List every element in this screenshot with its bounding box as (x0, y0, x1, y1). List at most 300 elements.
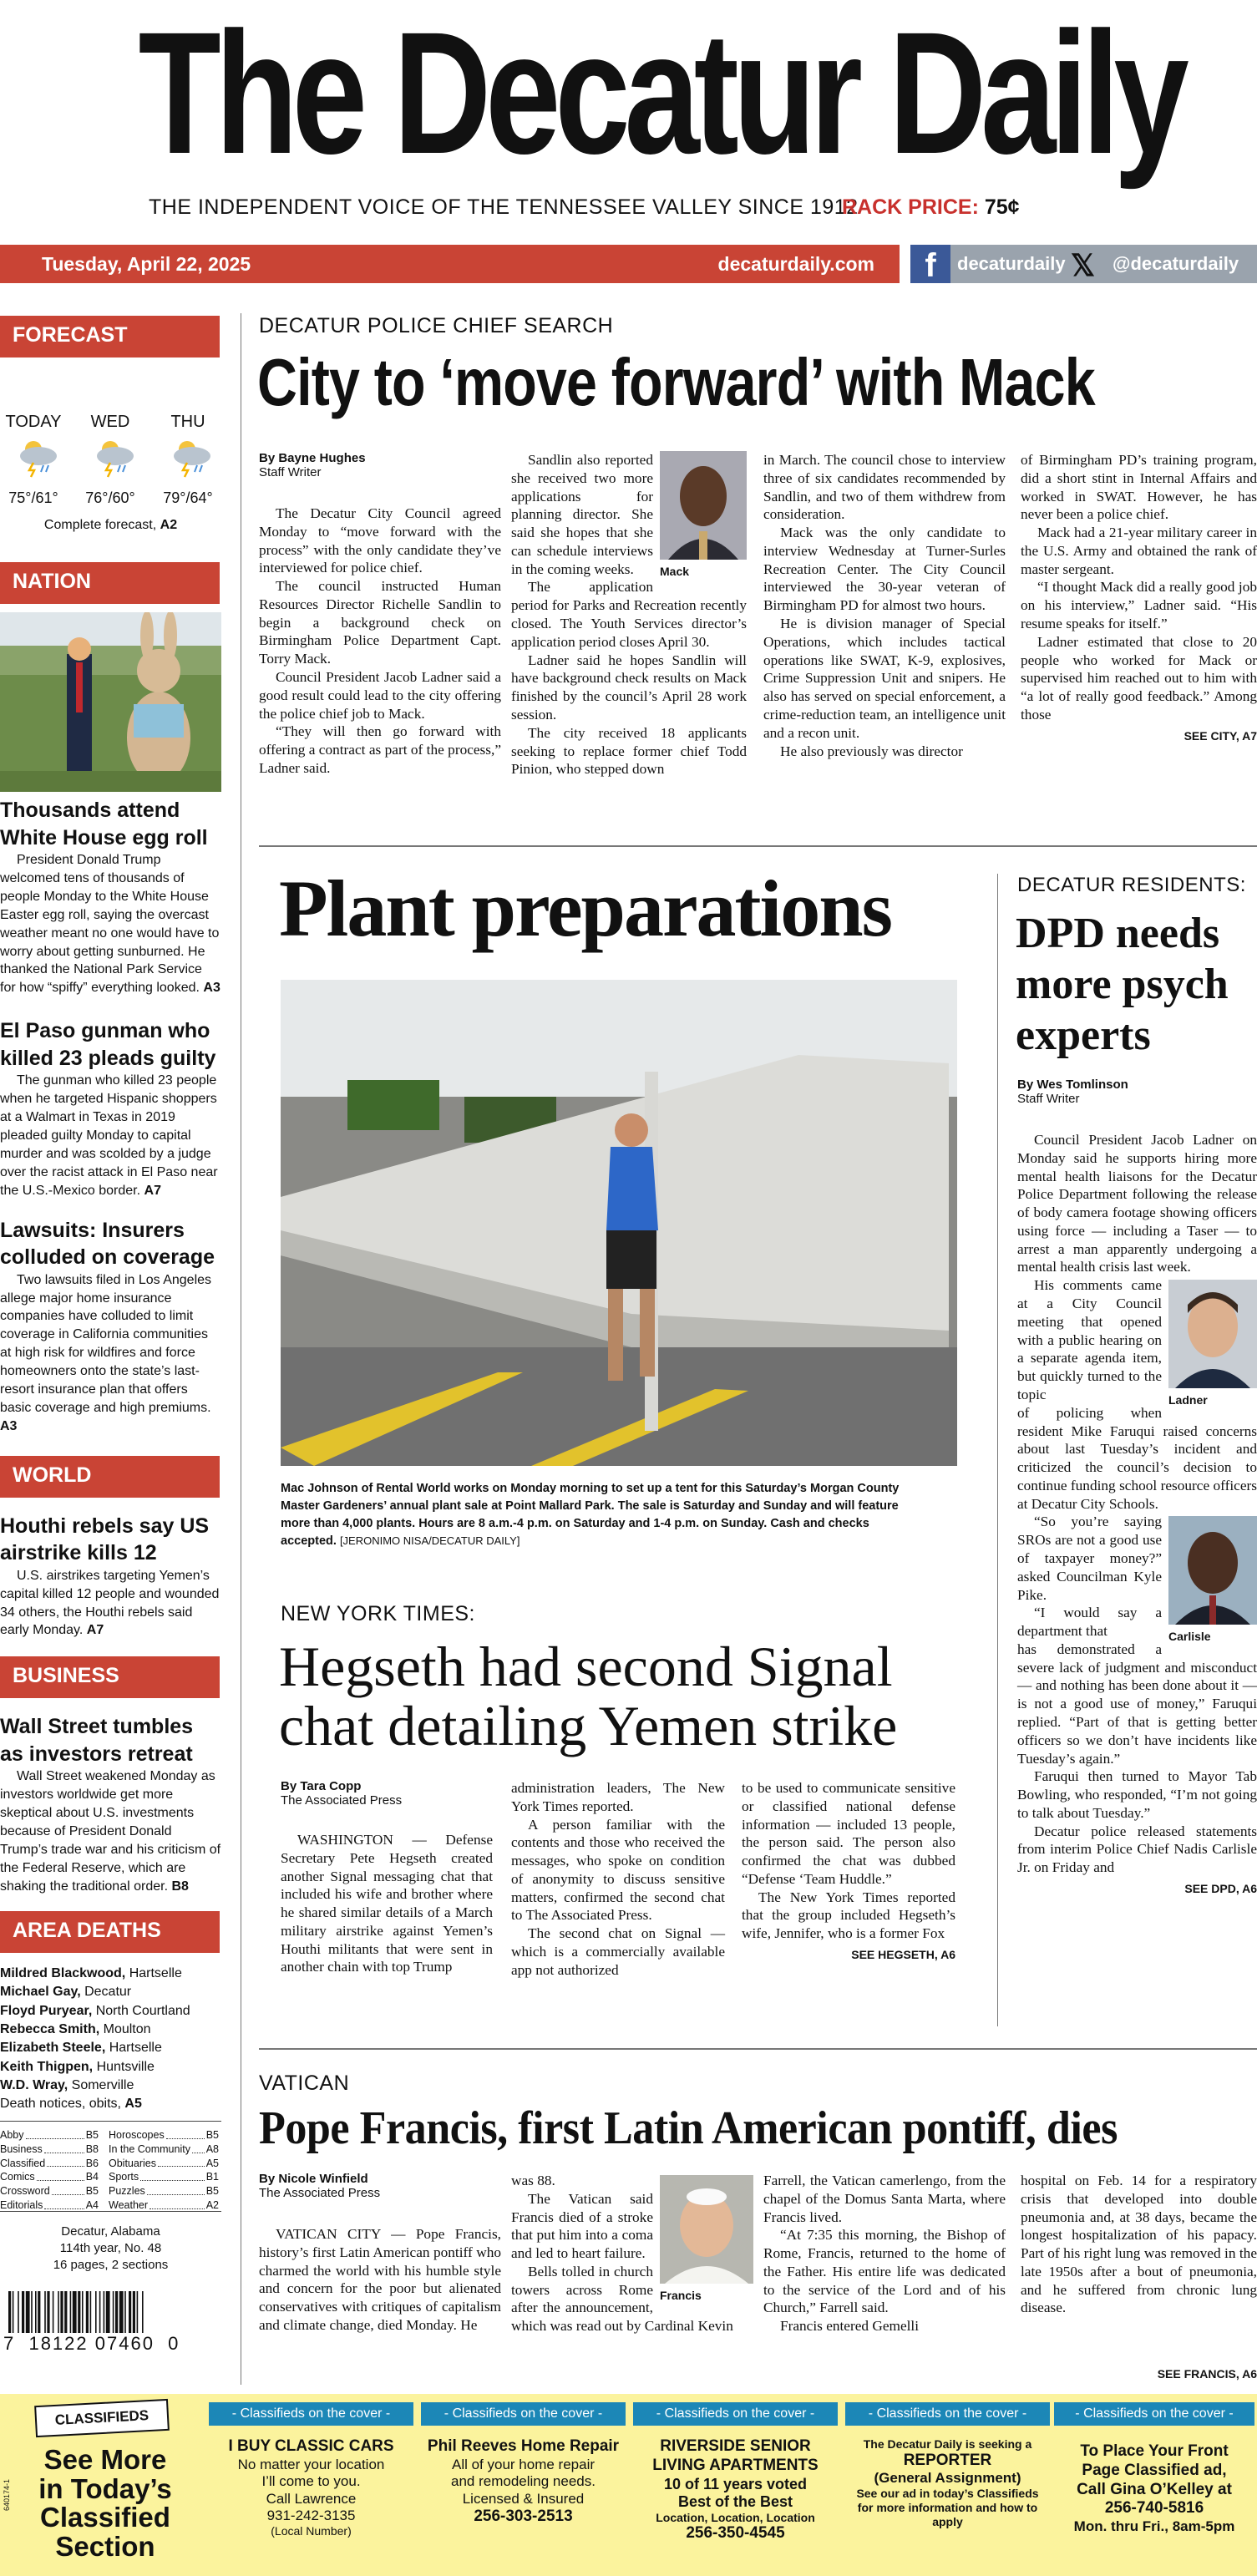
index-section: Horoscopes (109, 2128, 165, 2141)
barcode-bar (26, 2291, 30, 2333)
paragraph: hospital on Feb. 14 for a respiratory crisis that developed into double pneumonia and, at 38 days, became the longest hospitalization of his papacy. Part of his right lung was removed in the late 1950s after a bout of pneumonia, and he suffered from chronic lung disease. (1021, 2173, 1257, 2316)
index-section: Puzzles (109, 2185, 145, 2198)
paragraph: administration leaders, The New York Times reported. (511, 1780, 725, 1814)
barcode-bar (78, 2291, 80, 2333)
classified-card[interactable] (633, 2402, 838, 2569)
barcode-bar (99, 2291, 101, 2333)
barcode-bar (95, 2291, 97, 2333)
forecast-temp: 75°/61° (8, 489, 58, 506)
forecast-temp: 76°/60° (85, 489, 135, 506)
barcode-bar (129, 2291, 131, 2333)
barcode-bar (90, 2291, 92, 2333)
card-line: No matter your location (237, 2456, 385, 2472)
edition-info (0, 2211, 221, 2274)
nation-brief (0, 1017, 221, 1199)
paragraph: The second chat on Signal — which is a commercially available app not authorized (511, 1925, 725, 1978)
paragraph: Faruqui then turned to Mayor Tab Bowling, who responded, “I’m not going to talk about Tuesday.” (1017, 1768, 1257, 1821)
index-row[interactable] (0, 2142, 99, 2157)
death-entry (0, 2058, 221, 2077)
left-sidebar (0, 316, 221, 2355)
ladner-photo (1168, 1280, 1257, 1407)
index-leader (44, 2198, 84, 2209)
paragraph: He is division manager of Special Operations, which includes tactical operations like SWAT, K-9, explosives, Crime Suppression Unit and snipers. He also has served on special enforcement, a crime-reduction team, an intelligence unit and a recon unit. (763, 616, 1006, 741)
forecast-day: THU (170, 413, 205, 431)
paragraph: “At 7:35 this morning, the Bishop of Rome, Francis, returned to the home of the Father. His entire life was dedicated to the service of the Lord and of his Church,” Farrell said. (763, 2227, 1006, 2316)
paragraph: Ladner said he hopes Sandlin will have background check results on Mack finished by the council’s April 28 work session. (511, 652, 747, 723)
death-town: Hartselle (109, 2041, 162, 2056)
index-page: B4 (85, 2171, 99, 2183)
forecast-page[interactable]: A2 (160, 518, 178, 532)
index-leader (192, 2142, 205, 2153)
card-line: Call Lawrence (266, 2490, 357, 2507)
pope-col-4 (1021, 2172, 1257, 2317)
promo-line: in Today’s (38, 2472, 172, 2504)
barcode-bar (22, 2291, 24, 2333)
brief-page[interactable]: A7 (86, 1623, 104, 1638)
deaths-header: AREA DEATHS (0, 1911, 220, 1953)
paragraph: His comments came at a City Council meeting that opened with a public hearing on a separate agenda item, but quickly turned to the topic (1017, 1277, 1162, 1402)
hegseth-author: By Tara Copp (281, 1779, 362, 1793)
death-entry (0, 1965, 221, 1983)
paragraph: Sandlin also reported she received two more applications for planning director. She said she hopes that she can schedule interviews in the coming weeks. (511, 452, 653, 577)
death-notice (0, 2095, 221, 2113)
barcode-bar (106, 2291, 110, 2333)
death-entry (0, 2002, 221, 2021)
francis-photo (660, 2175, 753, 2303)
index-section: Crossword (0, 2185, 50, 2198)
promo-line: Classified (40, 2502, 170, 2533)
paragraph: WASHINGTON — Defense Secretary Pete Hegseth created another Signal messaging chat that included his wife and brother where he shared similar details of a March military airstrike against Yemen’s Houthi militants that were sent in another chain with top Trump (281, 1832, 493, 1975)
paragraph: The Vatican said Francis died of a stroke that put him into a coma and led to heart failure. (511, 2190, 653, 2262)
column-divider (997, 874, 998, 2026)
newspaper-title[interactable]: The Decatur Daily (138, 0, 1184, 190)
brief-headline[interactable]: Houthi rebels say US airstrike kills 12 (0, 1514, 210, 1565)
index-leader (52, 2184, 84, 2195)
barcode-bar (73, 2291, 77, 2333)
card-small: See our ad in today’s Classifieds for more information and how to apply (856, 2487, 1039, 2528)
card-line: Best of the Best (677, 2492, 793, 2510)
index-row[interactable] (0, 2157, 99, 2171)
dpd-jump[interactable]: SEE DPD, A6 (1184, 1882, 1257, 1896)
card-title: Phil Reeves Home Repair (427, 2437, 620, 2455)
world-brief (0, 1513, 221, 1640)
mack-col-1 (259, 505, 501, 778)
death-town: Huntsville (96, 2059, 155, 2074)
page-index (0, 2121, 221, 2211)
barcode-bar (38, 2291, 40, 2333)
barcode-bar (70, 2291, 72, 2333)
storm-icon (174, 441, 210, 477)
index-row[interactable] (0, 2184, 99, 2198)
paragraph: to be used to communicate sensitive or classified national defense information — included 13 people, the person said. The person also confirmed the chat was dubbed “Defense ‘Team Huddle.” (742, 1780, 955, 1887)
index-section: Comics (0, 2171, 35, 2183)
carlisle-photo (1168, 1516, 1257, 1644)
mack-role: Staff Writer (259, 465, 322, 479)
brief-headline[interactable]: Thousands attend White House egg roll (0, 799, 208, 849)
card-big: REPORTER (903, 2451, 992, 2469)
paragraph: The city received 18 applicants seeking to replace former chief Todd Pinion, who stepped down (511, 724, 747, 778)
promo-line: Section (55, 2530, 155, 2562)
section-rule (259, 2048, 1257, 2050)
brief-page[interactable]: A7 (144, 1183, 161, 1198)
card-phone: 256-350-4545 (686, 2524, 785, 2543)
death-name: Keith Thigpen, (0, 2059, 94, 2074)
egg-roll-photo (0, 612, 221, 792)
dpd-col (1017, 1131, 1257, 1897)
forecast-note-text: Complete forecast, (43, 518, 160, 532)
dpd-author: By Wes Tomlinson (1017, 1078, 1128, 1092)
card-header: - Classifieds on the cover - (421, 2402, 626, 2426)
brief-page[interactable]: A3 (203, 981, 220, 996)
card-line: All of your home repair (451, 2456, 596, 2472)
mack-jump[interactable]: SEE CITY, A7 (1184, 728, 1257, 743)
index-leader (158, 2157, 205, 2168)
index-page: B5 (205, 2128, 219, 2141)
paragraph: of Birmingham PD’s training program, did a short stint in Internal Affairs and worked in SWAT. However, he has never been a police chief. (1021, 452, 1257, 523)
index-page: A8 (205, 2142, 219, 2155)
rack-price (842, 195, 1020, 220)
death-town: Somerville (71, 2078, 134, 2093)
death-notice-page[interactable]: A5 (124, 2097, 142, 2112)
barcode-bar (133, 2291, 135, 2333)
pope-byline (259, 2172, 380, 2200)
mack-headline[interactable]: City to ‘move forward’ with Mack (257, 345, 1095, 419)
paragraph: The Decatur City Council agreed Monday to “move forward with the process” with the only candidate they’ve interviewed for police chief. (259, 505, 501, 576)
mack-photo (660, 451, 747, 576)
barcode-bar (18, 2291, 19, 2333)
index-page: A5 (205, 2157, 219, 2169)
index-page: B5 (85, 2128, 99, 2141)
masthead (0, 0, 1257, 242)
index-section: Editorials (0, 2199, 43, 2212)
ladner-caption: Ladner (1168, 1393, 1208, 1407)
barcode-bar (137, 2291, 139, 2333)
ladner-headshot (1168, 1280, 1257, 1388)
brief-body: The gunman who killed 23 people when he targeted Hispanic shoppers at a Walmart in Texas in 2019 pleaded guilty Monday to capital murder and was scolded by a judge over the racist attack in El Paso near the U.S.-Mexico border. (0, 1073, 218, 1198)
forecast-note (0, 518, 221, 533)
mack-author: By Bayne Hughes (259, 451, 366, 465)
paragraph: Decatur police released statements from interim Police Chief Nadis Carlisle Jr. on Friday and (1017, 1823, 1257, 1876)
paragraph: The application period for Parks and Recreation recently closed. The Youth Services director’s application period closes April 30. (511, 579, 747, 650)
pope-author: By Nicole Winfield (259, 2172, 368, 2186)
death-name: Floyd Puryear, (0, 2003, 93, 2018)
card-header: - Classifieds on the cover - (845, 2402, 1050, 2426)
facebook-handle[interactable]: decaturdaily (957, 253, 1066, 274)
death-name: Elizabeth Steele, (0, 2041, 106, 2056)
paragraph: “They will then go forward with offering a contract as part of the process,” Ladner said. (259, 723, 501, 776)
mack-photo-caption: Mack (660, 564, 690, 578)
index-page: A4 (85, 2199, 99, 2212)
card-line: (General Assignment) (874, 2469, 1021, 2486)
barcode-bar (60, 2291, 63, 2333)
barcode-bar (64, 2291, 67, 2333)
index-leader (44, 2142, 84, 2153)
paragraph: VATICAN CITY — Pope Francis, history’s first Latin American pontiff who charmed the world with his humble style and concern for the poor but alienated conservatives with critiques of capitalism and climate change, died Monday. He (259, 2226, 501, 2333)
carlisle-caption: Carlisle (1168, 1630, 1211, 1644)
card-header: - Classifieds on the cover - (209, 2402, 413, 2426)
index-row[interactable] (109, 2184, 219, 2198)
card-phone: 256-303-2513 (474, 2507, 573, 2525)
mack-col-2 (511, 451, 747, 778)
hegseth-headline[interactable]: Hegseth had second Signal chat detailing Yemen strike (279, 1635, 898, 1758)
index-row[interactable] (109, 2157, 219, 2171)
issue-date: Tuesday, April 22, 2025 (42, 253, 251, 275)
paragraph: Bells tolled in church towers across Rome after the announcement, which was read out by Cardinal Kevin (511, 2263, 733, 2335)
francis-headshot (660, 2175, 753, 2284)
storm-icon (8, 436, 217, 478)
business-header: BUSINESS (0, 1656, 220, 1698)
barcode-bar (82, 2291, 84, 2333)
index-leader (166, 2128, 205, 2139)
tagline: THE INDEPENDENT VOICE OF THE TENNESSEE VALLEY SINCE 1912 (149, 195, 859, 219)
death-town: Moulton (103, 2021, 151, 2036)
nation-brief (0, 797, 221, 997)
death-name: W.D. Wray, (0, 2078, 68, 2093)
card-small: Location, Location, Location (656, 2510, 815, 2524)
index-left (0, 2128, 99, 2213)
plant-photo (281, 980, 957, 1466)
plant-caption (281, 1480, 924, 1550)
brief-body: Two lawsuits filed in Los Angeles allege major home insurance companies have colluded to limit coverage in California communities at high risk for wildfires and force homeowners onto the state’s last-resort insurance plan that offers basic coverage and high premiums. (0, 1272, 212, 1415)
card-title: I BUY CLASSIC CARS (228, 2437, 394, 2455)
barcode-bar (113, 2291, 114, 2333)
barcode-digits: 7 18122 07460 0 (3, 2332, 180, 2354)
brief-text (0, 1072, 221, 1199)
paragraph: The New York Times reported that the group included Hegseth’s wife, Jennifer, who is a former Fox (742, 1889, 955, 1942)
mack-col-3 (763, 451, 1006, 760)
section-rule (259, 845, 1257, 847)
barcode-bar (53, 2291, 54, 2333)
paragraph: A person familiar with the contents and those who received the messages, who spoke on condition of anonymity to discuss sensitive matters, confirmed the second chat to The Associated Press. (511, 1816, 725, 1924)
business-brief (0, 1713, 221, 1895)
card-title: To Place Your Front Page Classified ad, Call Gina O’Kelley at 256-740-5816 (1077, 2442, 1232, 2518)
brief-page[interactable]: B8 (171, 1879, 189, 1894)
edition-place: Decatur, Alabama (61, 2224, 160, 2239)
classified-card[interactable] (1054, 2402, 1254, 2569)
deaths-list (0, 1965, 221, 2114)
classifieds-logo: CLASSIFIEDS (34, 2399, 170, 2437)
barcode-bar (8, 2291, 11, 2333)
dpd-byline (1017, 1078, 1128, 1106)
storm-icon (97, 441, 134, 477)
index-row[interactable] (109, 2142, 219, 2157)
pope-kicker: VATICAN (259, 2071, 350, 2095)
death-entry (0, 2039, 221, 2057)
paragraph: Council President Jacob Ladner on Monday said he supports hiring more mental health liaisons for the Decatur Police Department following the release of body camera footage showing officers using force — including a Taser — to arrest a man apparently undergoing a mental health crisis last week. (1017, 1132, 1257, 1275)
index-leader (37, 2170, 84, 2181)
paragraph: Mack was the only candidate to interview Wednesday at Turner-Surles Recreation Center. The City Council interviewed the 30-year veteran of Birmingham PD for almost two hours. (763, 525, 1006, 614)
index-page: B6 (85, 2157, 99, 2169)
pope-headline[interactable]: Pope Francis, first Latin American pontiff, dies (259, 2102, 1118, 2154)
forecast-temp: 79°/64° (163, 489, 213, 506)
forecast-day: WED (90, 413, 130, 431)
death-name: Rebecca Smith, (0, 2021, 100, 2036)
card-line: 931-242-3135 (266, 2507, 356, 2523)
paragraph: of policing when resident Mike Faruqui raised concerns about last Tuesday’s incident and criticized the council’s decision to continue funding school resource officers at Decatur City Schools. (1017, 1404, 1257, 1512)
index-leader (47, 2157, 84, 2168)
barcode (8, 2291, 217, 2333)
brief-headline[interactable]: Lawsuits: Insurers colluded on coverage (0, 1218, 215, 1270)
classifieds-strip (0, 2394, 1257, 2576)
paragraph: Council President Jacob Ladner said a good result could lead to the city offering the police chief job to Mack. (259, 669, 501, 722)
barcode-bar (142, 2291, 144, 2333)
classified-card[interactable] (209, 2402, 413, 2569)
barcode-bar (44, 2291, 46, 2333)
death-entry (0, 2021, 221, 2039)
card-header: - Classifieds on the cover - (633, 2402, 838, 2426)
paragraph: in March. The council chose to interview three of six candidates recommended by Sandlin, and two of them withdrew from consideration. (763, 452, 1006, 523)
index-leader (26, 2128, 84, 2139)
death-town: North Courtland (95, 2003, 190, 2018)
card-header: - Classifieds on the cover - (1054, 2402, 1254, 2426)
brief-headline[interactable]: El Paso gunman who killed 23 pleads guilty (0, 1019, 216, 1070)
forecast-panel (0, 357, 221, 508)
photo-credit: [JERONIMO NISA/DECATUR DAILY] (339, 1534, 520, 1548)
paragraph: “I thought Mack did a really good job on his interview,” Ladner said. “His resume speaks for itself.” (1021, 579, 1257, 632)
paragraph: “I would say a department that (1017, 1605, 1162, 1640)
brief-headline[interactable]: Wall Street tumbles as investors retreat (0, 1715, 194, 1766)
index-section: In the Community (109, 2142, 190, 2155)
barcode-bar (119, 2291, 124, 2333)
death-town: Decatur (84, 1985, 132, 2000)
paragraph: Mack had a 21-year military career in the U.S. Army and obtained the rank of master sergeant. (1021, 525, 1257, 577)
index-section: Abby (0, 2128, 24, 2141)
index-section: Obituaries (109, 2157, 156, 2169)
pope-col-1 (259, 2225, 501, 2335)
paragraph: Francis entered Gemelli (780, 2318, 920, 2335)
forecast-header: FORECAST (0, 316, 220, 357)
paragraph: He also previously was director (780, 743, 963, 759)
paragraph: The council instructed Human Resources Director Richelle Sandlin to begin a background check on Birmingham Police Department Capt. Torry Mack. (259, 578, 501, 667)
barcode-bar (31, 2291, 33, 2333)
mack-col-4 (1021, 451, 1257, 743)
brief-text (0, 1271, 221, 1436)
barcode-bar (104, 2291, 105, 2333)
death-notice-text: Death notices, obits, (0, 2097, 125, 2112)
hegseth-role: The Associated Press (281, 1793, 403, 1808)
caption-text: Mac Johnson of Rental World works on Monday morning to set up a tent for this Saturday’s Morgan County Master Gardeners’ annual plant sale at Point Mallard Park. The sale is Saturday and Sunday and will feature more than 4,000 plants. Hours are 8 a.m.-4 p.m. on Saturday and 1-4 p.m. on Sunday. Cash and checks accepted. (281, 1482, 900, 1549)
index-row[interactable] (109, 2128, 219, 2142)
classified-card[interactable] (845, 2402, 1050, 2569)
index-leader (140, 2170, 205, 2181)
nation-header: NATION (0, 562, 220, 604)
mack-headshot (660, 451, 747, 560)
edition-volume: 114th year, No. 48 (59, 2241, 162, 2256)
index-row[interactable] (0, 2128, 99, 2142)
hegseth-jump[interactable]: SEE HEGSETH, A6 (851, 1948, 955, 1962)
x-handle[interactable]: @decaturdaily (1113, 253, 1239, 274)
hegseth-kicker: NEW YORK TIMES: (281, 1602, 476, 1625)
social-bar (910, 245, 1257, 283)
card-line: 10 of 11 years voted (663, 2475, 808, 2492)
storm-icon (20, 441, 57, 477)
index-row[interactable] (109, 2170, 219, 2184)
index-page: B1 (205, 2171, 219, 2183)
index-section: Weather (109, 2199, 149, 2212)
card-line: Licensed & Insured (462, 2490, 585, 2507)
index-section: Business (0, 2142, 43, 2155)
rack-label: RACK PRICE: (842, 195, 979, 219)
pope-role: The Associated Press (259, 2186, 381, 2200)
classifieds-promo[interactable] (22, 2446, 189, 2562)
facebook-icon[interactable]: f (910, 245, 950, 283)
card-title: The Decatur Daily is seeking a (863, 2437, 1032, 2451)
brief-text (0, 1767, 221, 1895)
index-right (109, 2128, 219, 2213)
dpd-headline[interactable]: DPD needs more psych experts (1016, 910, 1229, 1059)
pope-col-2 (511, 2172, 753, 2335)
paragraph: Ladner estimated that close to 20 people who worked for Mack or supervised him reached out to him with “a lot of really good feedback.” Among those (1021, 633, 1257, 723)
index-row[interactable] (109, 2198, 219, 2213)
card-line: and remodeling needs. (451, 2473, 596, 2490)
paragraph: has demonstrated a severe lack of judgment and misconduct — and nothing has been done about it — is not a good use of money,” Faruqui replied. “Part of that is getting better officers so we don’t have incidents like Tuesday’s again.” (1017, 1640, 1257, 1767)
barcode-bar (124, 2291, 126, 2333)
card-title: RIVERSIDE SENIOR LIVING APARTMENTS (652, 2437, 819, 2474)
card-small: (Local Number) (271, 2524, 352, 2538)
ad-code: 640174-1 (3, 2478, 11, 2511)
edition-pages: 16 pages, 2 sections (53, 2258, 169, 2273)
carlisle-headshot (1168, 1516, 1257, 1625)
barcode-bar (35, 2291, 37, 2333)
brief-page[interactable]: A3 (0, 1418, 18, 1433)
dpd-kicker: DECATUR RESIDENTS: (1017, 874, 1246, 896)
x-icon[interactable]: 𝕏 (1071, 248, 1096, 282)
plant-headline[interactable]: Plant preparations (279, 864, 891, 953)
death-name: Mildred Blackwood, (0, 1965, 126, 1980)
barcode-bar (115, 2291, 118, 2333)
paragraph: Farrell, the Vatican camerlengo, from the chapel of the Domus Santa Marta, where Francis lived. (763, 2173, 1006, 2225)
hegseth-col-3 (742, 1779, 955, 1963)
brief-body: U.S. airstrikes targeting Yemen’s capital killed 12 people and wounded 34 others, the Houthi rebels said early Monday. (0, 1568, 220, 1638)
index-page: B5 (205, 2185, 219, 2198)
francis-caption: Francis (660, 2288, 702, 2302)
index-section: Sports (109, 2171, 139, 2183)
pope-col-3 (763, 2172, 1006, 2335)
pope-jump[interactable]: SEE FRANCIS, A6 (1157, 2367, 1257, 2381)
brief-body: President Donald Trump welcomed tens of thousands of people Monday to the White House Easter egg roll, saying the overcast weather meant no one would have to worry about getting sunburned. He thanked the National Park Service for how “spiffy” everything looked. (0, 853, 220, 996)
barcode-bar (86, 2291, 89, 2333)
barcode-bar (58, 2291, 59, 2333)
date-bar (0, 245, 900, 283)
index-page: A2 (205, 2199, 219, 2212)
death-entry (0, 1983, 221, 2001)
index-row[interactable] (0, 2198, 99, 2213)
nation-brief (0, 1217, 221, 1436)
website-link[interactable]: decaturdaily.com (717, 253, 874, 275)
death-entry (0, 2077, 221, 2095)
card-small: Mon. thru Fri., 8am-5pm (1073, 2518, 1235, 2535)
brief-text (0, 851, 221, 997)
rack-price-value: 75¢ (984, 195, 1020, 219)
barcode-bar (47, 2291, 49, 2333)
promo-line: See More (43, 2444, 167, 2475)
index-row[interactable] (0, 2170, 99, 2184)
hegseth-col-1 (281, 1831, 493, 1976)
mack-byline (259, 451, 366, 479)
brief-text (0, 1567, 221, 1640)
death-name: Michael Gay, (0, 1985, 81, 2000)
paragraph: “So you’re saying SROs are not a good use of taxpayer money?” asked Councilman Kyle Pike. (1017, 1514, 1162, 1603)
index-page: B5 (85, 2185, 99, 2198)
barcode-bar (13, 2291, 14, 2333)
hegseth-col-2 (511, 1779, 725, 1980)
brief-body: Wall Street weakened Monday as investors worldwide get more skeptical about U.S. investments because of President Donald Trump’s trade war and his criticism of the Federal Reserve, which are shaking the traditional order. (0, 1769, 221, 1894)
hegseth-byline (281, 1779, 402, 1808)
world-header: WORLD (0, 1456, 220, 1498)
index-section: Classified (0, 2157, 46, 2169)
index-page: B8 (85, 2142, 99, 2155)
classified-card[interactable] (421, 2402, 626, 2569)
